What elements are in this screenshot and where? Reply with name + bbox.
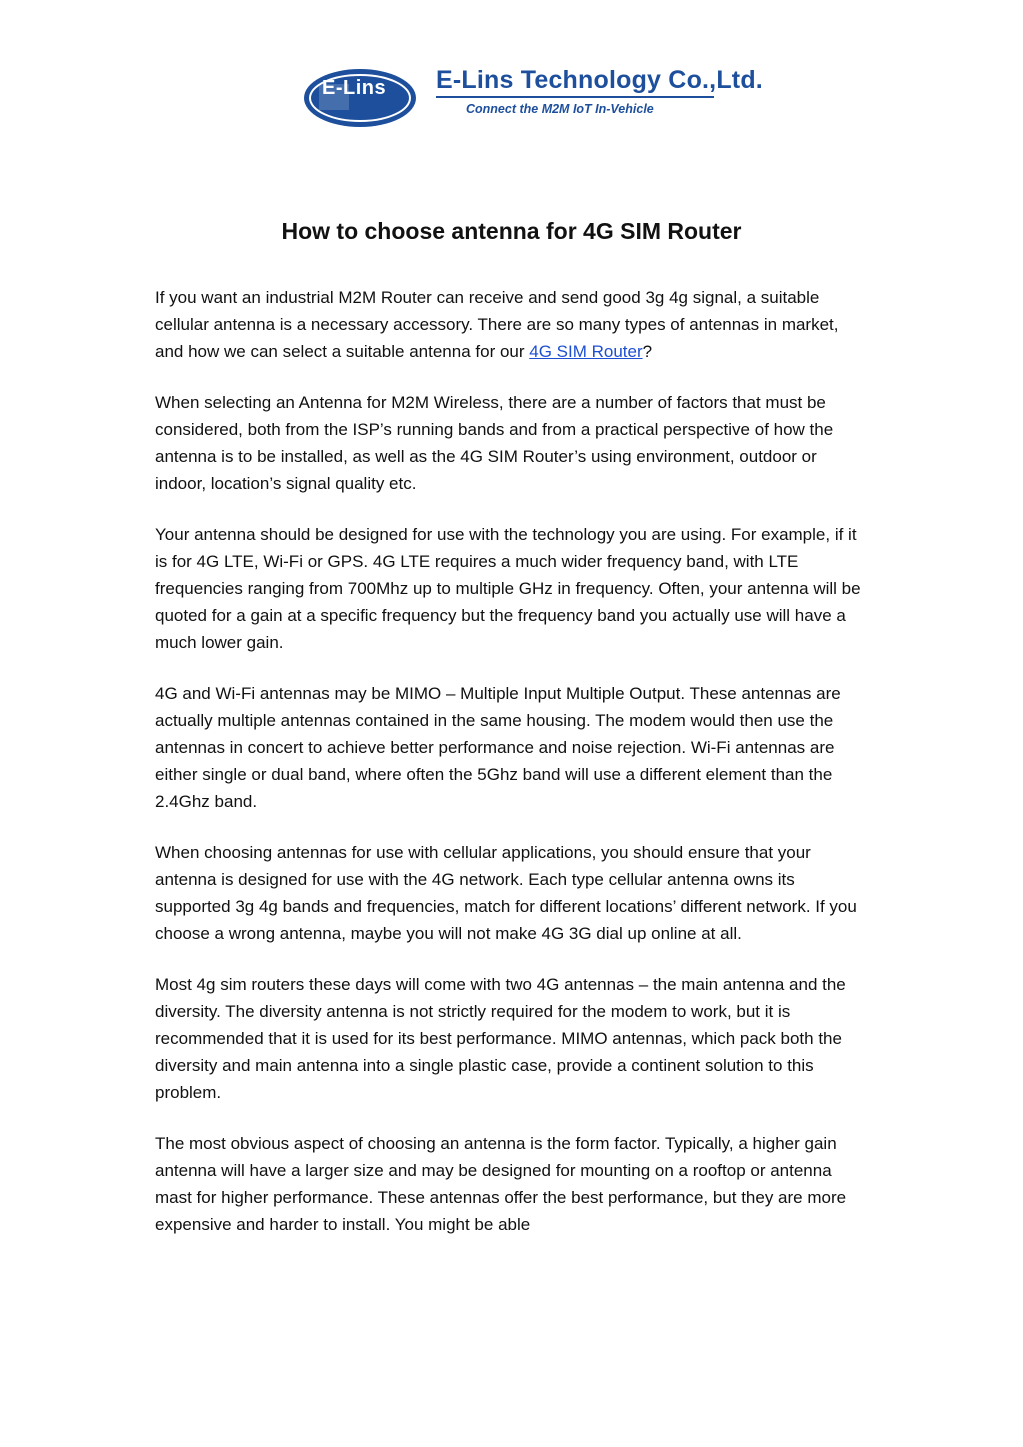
document-body <box>155 284 871 1262</box>
paragraph: When choosing antennas for use with cellular applications, you should ensure that your antenna is designed for use with the 4G network. Each type cellular antenna owns its supported 3g 4g bands and frequencies, match for different locations’ different network. If you choose a wrong antenna, maybe you will not make 4G 3G dial up online at all. <box>155 843 857 943</box>
company-tagline: Connect the M2M IoT In-Vehicle <box>466 102 654 116</box>
intro-text: If you want an industrial M2M Router can receive and send good 3g 4g signal, a suitable cellular antenna is a necessary accessory. There are so many types of antennas in market, and how we can select a suitable antenna for our <box>155 288 839 361</box>
intro-text-end: ? <box>642 342 653 361</box>
4g-sim-router-link[interactable]: 4G SIM Router <box>529 342 643 361</box>
paragraph: Most 4g sim routers these days will come with two 4G antennas – the main antenna and the diversity. The diversity antenna is not strictly required for the modem to work, but it is recommended that it is used for its best performance. MIMO antennas, which pack both the diversity and main antenna into a single plastic case, provide a continent solution to this problem. <box>155 975 846 1102</box>
intro-paragraph <box>155 284 871 365</box>
paragraph: 4G and Wi-Fi antennas may be MIMO – Multiple Input Multiple Output. These antennas are actually multiple antennas contained in the same housing. The modem would then use the antennas in concert to achieve better performance and noise rejection. Wi-Fi antennas are either single or dual band, where often the 5Ghz band will use a different element than the 2.4Ghz band. <box>155 684 841 811</box>
company-logo <box>302 64 763 132</box>
logo-word: E-Lins <box>322 77 387 99</box>
paragraph: The most obvious aspect of choosing an antenna is the form factor. Typically, a higher gain antenna will have a larger size and may be designed for mounting on a rooftop or antenna mast for higher performance. These antennas offer the best performance, but they are more expensive and harder to install. You might be able <box>155 1134 847 1234</box>
document-title: How to choose antenna for 4G SIM Router <box>281 218 742 244</box>
paragraph: When selecting an Antenna for M2M Wireless, there are a number of factors that must be considered, both from the ISP’s running bands and from a practical perspective of how the antenna is to be installed, as well as the 4G SIM Router’s using environment, outdoor or indoor, location’s signal quality etc. <box>155 393 834 493</box>
company-name: E-Lins Technology Co.,Ltd. <box>436 66 763 94</box>
paragraph: Your antenna should be designed for use with the technology you are using. For example, if it is for 4G LTE, Wi-Fi or GPS. 4G LTE requires a much wider frequency band, with LTE frequencies ranging from 700Mhz up to multiple GHz in frequency. Often, your antenna will be quoted for a gain at a specific frequency but the frequency band you actually use will have a much lower gain. <box>155 525 861 652</box>
